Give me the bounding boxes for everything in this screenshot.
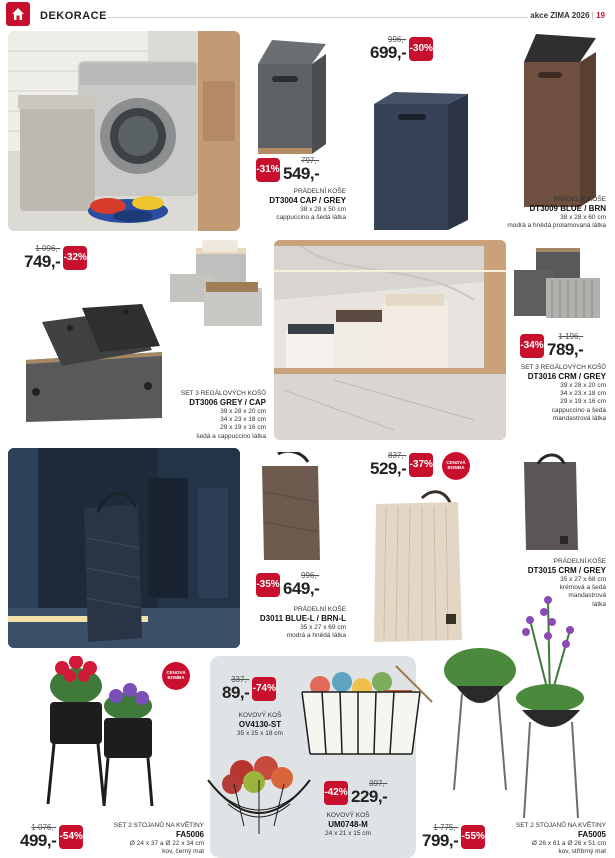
basket-dt3006-image xyxy=(22,300,172,430)
desc-dt3016: SET 3 REGÁLOVÝCH KOŠŮ DT3016 CRM / GREY 39 x 28 x 20 cm 34 x 23 x 18 cm 29 x 19 x 16 cm cappuccino a šedá mandastrová látka xyxy=(520,364,606,422)
price-dt3004 xyxy=(256,157,319,182)
price-um0748 xyxy=(324,780,387,805)
new-price: 549,- xyxy=(283,164,320,183)
price-dt3009 xyxy=(370,36,433,61)
price-bomb-badge: CENOVÁ BOMBA xyxy=(442,452,470,480)
new-price: 649,- xyxy=(283,579,320,598)
fruit-basket-um0748-image xyxy=(204,756,314,841)
plant-stand-fa5006-image xyxy=(40,656,160,821)
old-price: 1 775,- xyxy=(433,823,459,832)
new-price: 529,- xyxy=(370,459,407,478)
discount-badge: -54% xyxy=(59,825,83,849)
new-price: 89,- xyxy=(222,683,250,702)
basket-dt3009-brown-image xyxy=(520,32,600,217)
basket-dt3015-grey-image xyxy=(520,452,582,557)
old-price: 397,- xyxy=(369,779,388,788)
page-number: 19 xyxy=(596,11,605,20)
desc-ov4130: KOVOVÝ KOŠ OV4130-ST 35 x 25 x 18 cm xyxy=(237,712,283,738)
new-price: 789,- xyxy=(547,340,584,359)
plant-stand-fa5005-image xyxy=(440,590,600,825)
discount-badge: -74% xyxy=(252,677,276,701)
header-divider xyxy=(108,17,528,18)
old-price: 996,- xyxy=(388,35,407,44)
discount-badge: -34% xyxy=(520,334,544,358)
discount-badge: -31% xyxy=(256,158,280,182)
laundry-room-photo xyxy=(8,31,240,231)
old-price: 1 096,- xyxy=(35,244,61,253)
new-price: 229,- xyxy=(351,787,388,806)
discount-badge: -30% xyxy=(409,37,433,61)
old-price: 797,- xyxy=(301,156,320,165)
old-price: 996,- xyxy=(301,571,320,580)
shelf-room-photo xyxy=(274,240,506,440)
discount-badge: -32% xyxy=(63,246,87,270)
old-price: 1 196,- xyxy=(558,332,584,341)
basket-ov4130-image xyxy=(296,662,436,767)
price-fa5006 xyxy=(20,824,83,849)
new-price: 499,- xyxy=(20,831,57,850)
new-price: 699,- xyxy=(370,43,407,62)
bathroom-photo xyxy=(8,448,240,648)
desc-fa5005: SET 2 STOJANŮ NA KVĚTINY FA5005 Ø 26 x 61 a Ø 26 x 51 cm kov, stříbrný mat xyxy=(515,822,606,856)
desc-dt3009: PRÁDELNÍ KOŠE DT3009 BLUE / BRN 38 x 28 x 60 cm modrá a hnědá prolamovaná látka xyxy=(507,196,606,230)
price-ov4130 xyxy=(222,676,276,701)
campaign-label: akce ZIMA 2026 | 19 xyxy=(530,11,605,20)
desc-dt3004: PRÁDELNÍ KOŠE DT3004 CAP / GREY 38 x 28 x 50 cm cappuccino a šedá látka xyxy=(269,188,346,222)
price-dt3016 xyxy=(520,333,583,358)
new-price: 799,- xyxy=(422,831,459,850)
desc-d3011: PRÁDELNÍ KOŠE D3011 BLUE-L / BRN-L 35 x 27 x 69 cm modrá a hnědá látka xyxy=(259,606,346,640)
desc-dt3006: SET 3 REGÁLOVÝCH KOŠŮ DT3006 GREY / CAP 39 x 28 x 20 cm 34 x 23 x 18 cm 29 x 19 x 16 cm šedá a cappuccino látka xyxy=(180,390,266,440)
price-fa5005 xyxy=(422,824,485,849)
section-title: DEKORACE xyxy=(40,10,107,22)
price-dt3015 xyxy=(370,452,433,477)
price-dt3006 xyxy=(24,245,87,270)
basket-d3011-image xyxy=(258,452,328,567)
discount-badge: -37% xyxy=(409,453,433,477)
price-d3011 xyxy=(256,572,319,597)
basket-dt3016-image xyxy=(512,246,602,327)
shelf-baskets-small-image xyxy=(168,240,268,335)
old-price: 1 076,- xyxy=(31,823,57,832)
page-header xyxy=(0,0,615,30)
desc-fa5006: SET 2 STOJANŮ NA KVĚTINY FA5006 Ø 24 x 37 a Ø 22 x 34 cm kov, černý mat xyxy=(113,822,204,856)
basket-dt3004-image xyxy=(250,36,330,161)
discount-badge: -55% xyxy=(461,825,485,849)
desc-um0748: KOVOVÝ KOŠ UM0748-M 24 x 21 x 15 cm xyxy=(325,812,371,838)
new-price: 749,- xyxy=(24,252,61,271)
discount-badge: -35% xyxy=(256,573,280,597)
basket-dt3009-blue-image xyxy=(368,88,478,238)
desc-dt3015: PRÁDELNÍ KOŠE DT3015 CRM / GREY 35 x 27 x 68 cm krémová a šedá mandastrová látka xyxy=(527,558,606,608)
old-price: 837,- xyxy=(388,451,407,460)
discount-badge: -42% xyxy=(324,781,348,805)
price-bomb-badge: CENOVÁ BOMBA xyxy=(162,662,190,690)
old-price: 337,- xyxy=(231,675,250,684)
house-icon xyxy=(6,2,30,26)
